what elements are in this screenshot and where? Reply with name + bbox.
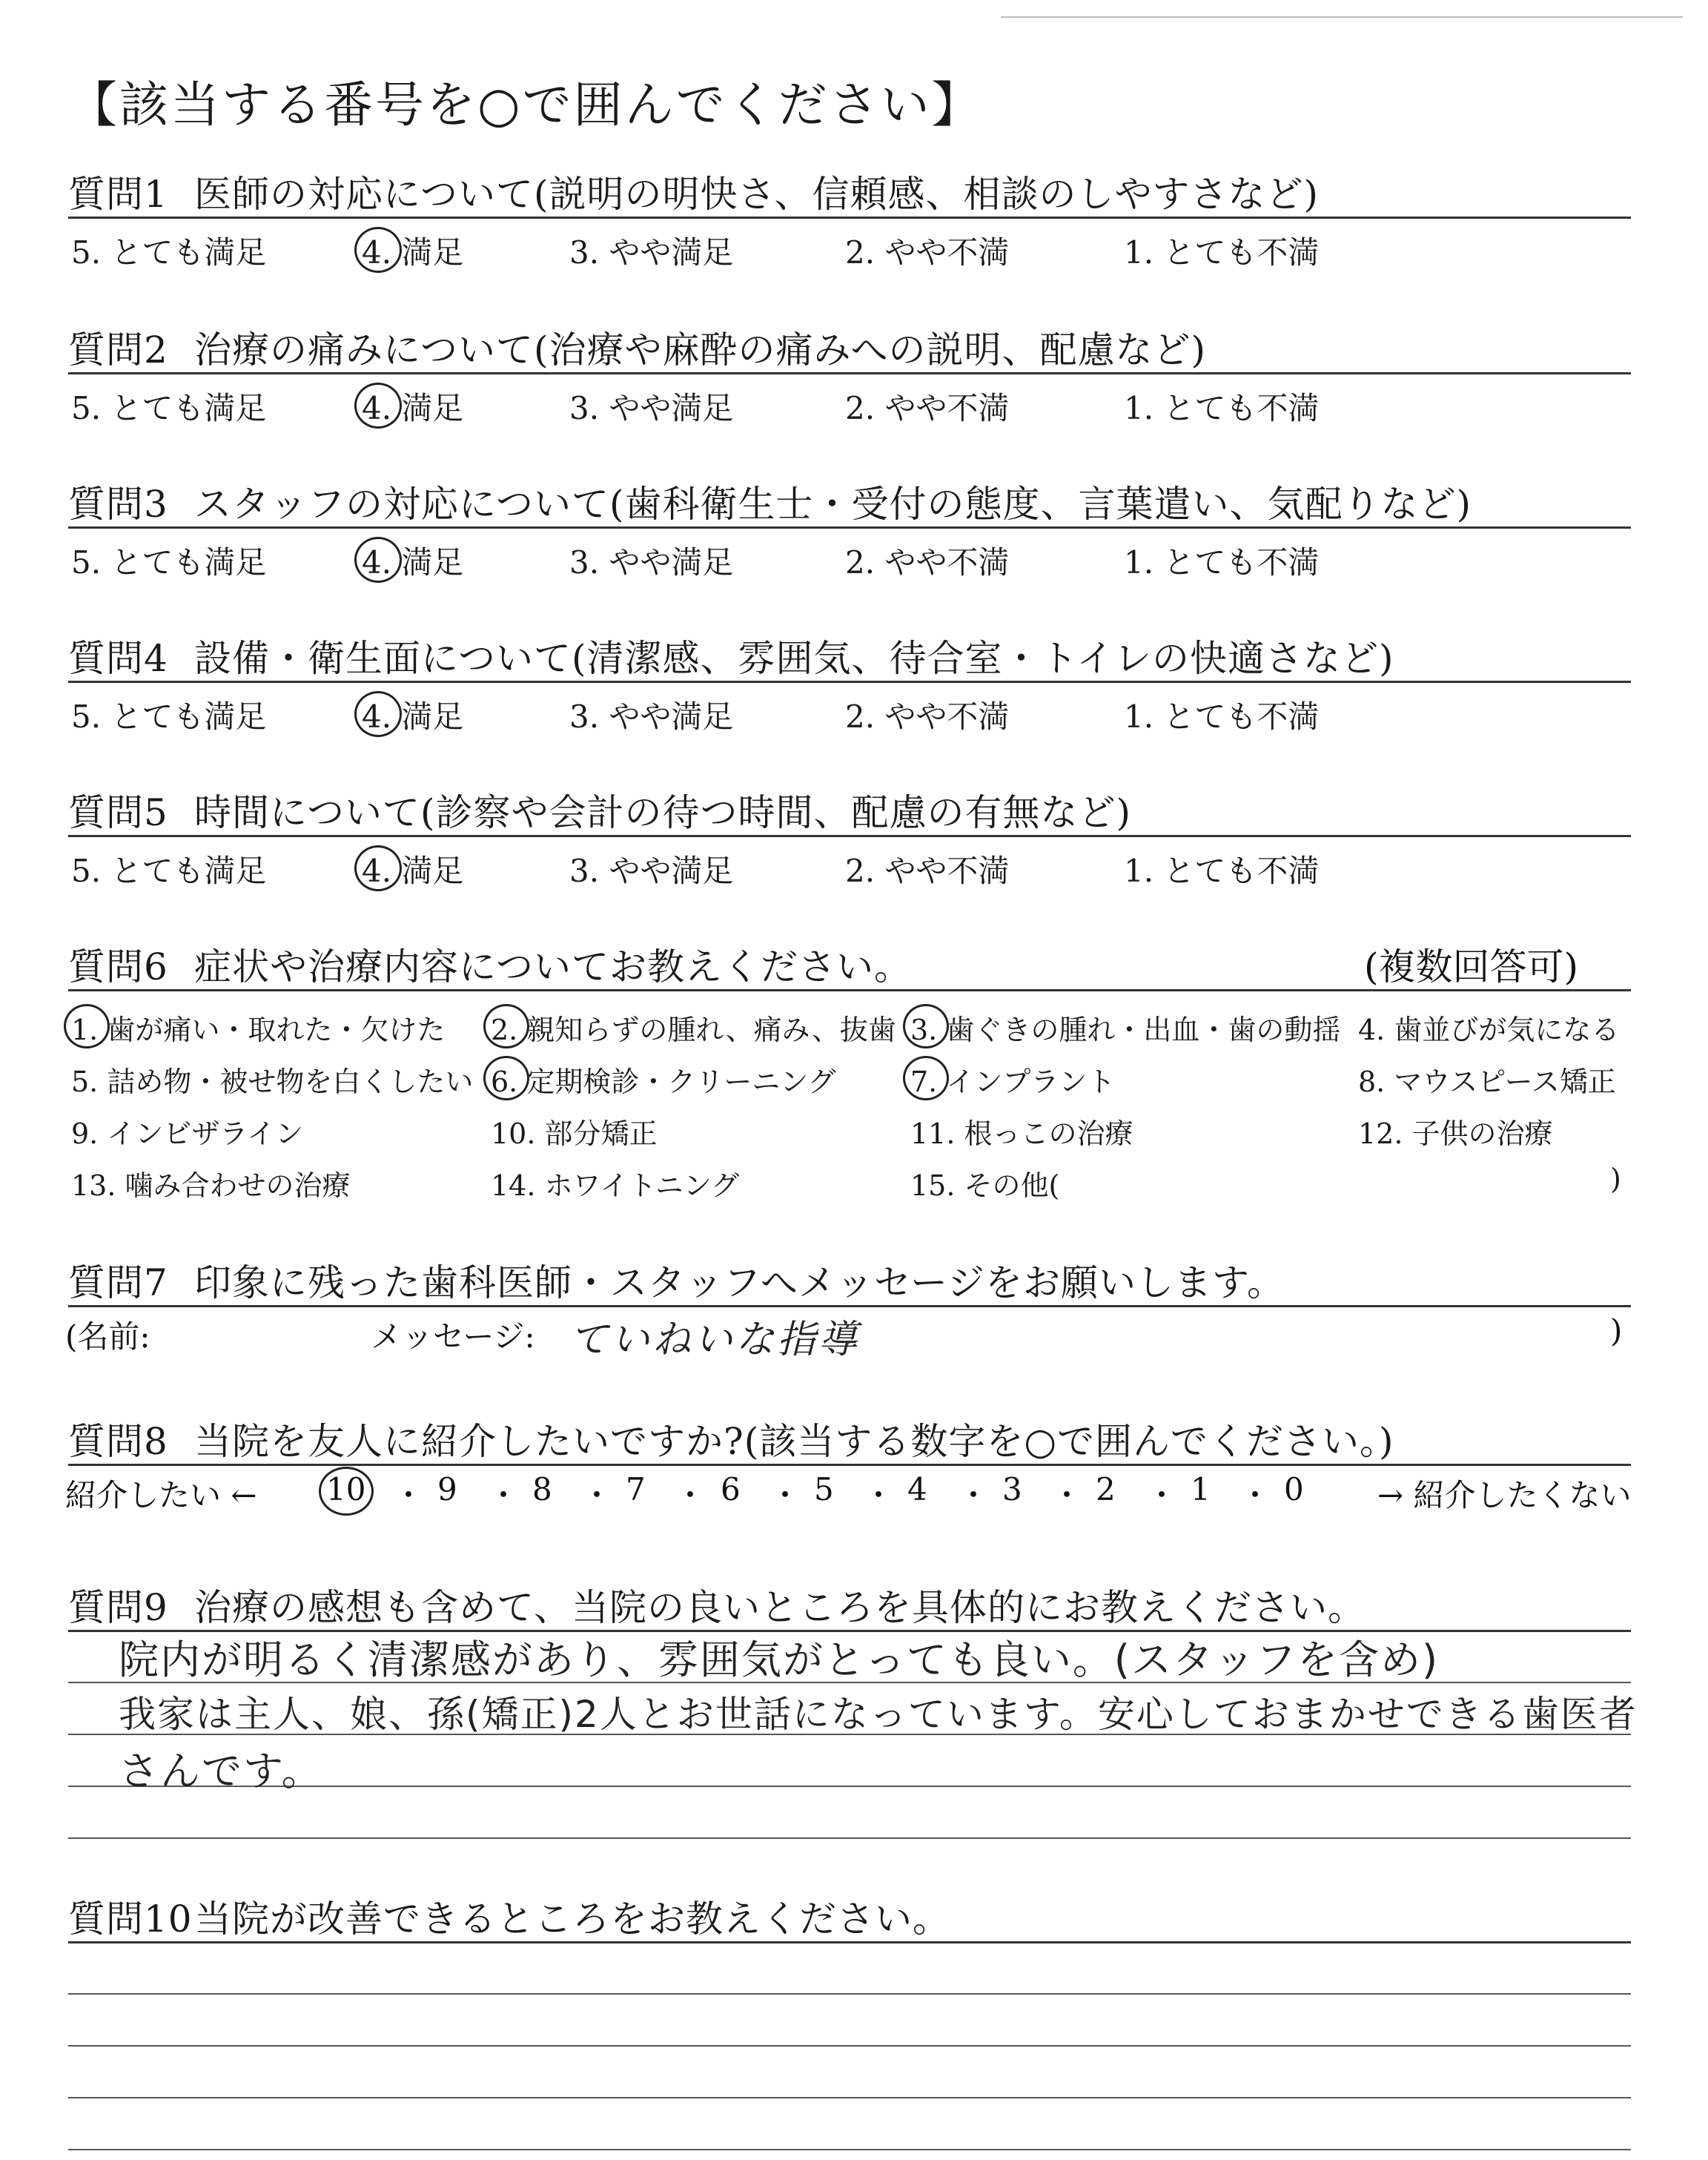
question-8: [68, 1412, 1394, 1465]
recommend-score-3[interactable]: 3: [1002, 1471, 1022, 1507]
scan-edge-line: [1001, 16, 1683, 18]
scale-separator-dot: ・: [1239, 1477, 1271, 1513]
scale-option-1[interactable]: 1. とても不満: [1124, 544, 1320, 581]
selected-circle-mark: [354, 845, 402, 891]
symptom-option-4[interactable]: 4. 歯並びが気になる: [1358, 1014, 1620, 1046]
scale-option-5[interactable]: 5. とても満足: [71, 234, 267, 271]
question-2-rule: [68, 372, 1631, 374]
scale-option-1[interactable]: 1. とても不満: [1124, 234, 1320, 271]
symptom-option-12[interactable]: 12. 子供の治療: [1358, 1117, 1553, 1150]
symptom-option-7[interactable]: 7. インプラント: [910, 1066, 1116, 1098]
scale-separator-dot: ・: [1146, 1477, 1178, 1513]
scale-option-4[interactable]: 4. 満足: [362, 698, 464, 735]
scale-separator-dot: ・: [1051, 1477, 1083, 1513]
recommend-score-10[interactable]: 10: [326, 1471, 366, 1507]
selected-circle-mark: [483, 1056, 529, 1100]
scale-option-1[interactable]: 1. とても不満: [1124, 698, 1320, 735]
scale-option-4[interactable]: 4. 満足: [362, 234, 464, 271]
question-5-rule: [68, 835, 1631, 837]
selected-circle-mark: [319, 1467, 374, 1516]
question-1-number: 質問1: [68, 173, 168, 216]
question-1: [68, 165, 1319, 218]
selected-circle-mark: [354, 691, 402, 737]
question-9-number: 質問9: [68, 1586, 168, 1629]
selected-circle-mark: [903, 1004, 949, 1048]
question-5-text: 時間について(診察や会計の待つ時間、配慮の有無など): [194, 791, 1132, 834]
message-label: メッセージ:: [371, 1318, 535, 1355]
selected-circle-mark: [354, 383, 402, 429]
message-handwritten-value[interactable]: ていねいな指導: [569, 1318, 861, 1362]
symptom-option-15[interactable]: 15. その他(: [910, 1169, 1060, 1202]
selected-circle-mark: [483, 1004, 529, 1048]
scale-option-4[interactable]: 4. 満足: [362, 853, 464, 889]
symptom-option-9[interactable]: 9. インビザライン: [71, 1117, 304, 1150]
scale-option-5[interactable]: 5. とても満足: [71, 853, 267, 889]
answer-line[interactable]: [68, 1993, 1631, 1995]
answer-line: [68, 1837, 1631, 1839]
scale-separator-dot: ・: [488, 1477, 520, 1513]
name-label: (名前:: [65, 1318, 150, 1355]
question-6-text: 症状や治療内容についてお教えください。: [194, 945, 912, 988]
question-10-rule: [68, 1941, 1631, 1943]
recommend-right-label: → 紹介したくない: [1377, 1477, 1632, 1513]
scale-separator-dot: ・: [863, 1477, 895, 1513]
answer-line[interactable]: [68, 2045, 1631, 2047]
scale-option-5[interactable]: 5. とても満足: [71, 544, 267, 581]
question-8-rule: [68, 1464, 1631, 1466]
symptom-option-6[interactable]: 6. 定期検診・クリーニング: [491, 1066, 836, 1098]
recommend-score-9[interactable]: 9: [437, 1471, 457, 1507]
recommend-left-label: 紹介したい ←: [65, 1477, 257, 1513]
symptom-option-11[interactable]: 11. 根っこの治療: [910, 1117, 1133, 1150]
question-3-text: スタッフの対応について(歯科衛生士・受付の態度、言葉遣い、気配りなど): [194, 483, 1472, 526]
answer-line[interactable]: [68, 2149, 1631, 2150]
recommend-score-8[interactable]: 8: [532, 1471, 552, 1507]
symptom-option-3[interactable]: 3. 歯ぐきの腫れ・出血・歯の動揺: [910, 1014, 1341, 1046]
scale-option-2[interactable]: 2. やや不満: [845, 698, 1010, 735]
form-header: 【該当する番号を○で囲んでください】: [68, 76, 983, 133]
answer-handwritten-line-3[interactable]: さんです。: [119, 1748, 323, 1794]
symptom-option-2[interactable]: 2. 親知らずの腫れ、痛み、抜歯: [491, 1014, 896, 1046]
question-6: [68, 937, 912, 991]
answer-line[interactable]: [68, 2097, 1631, 2098]
question-8-text: 当院を友人に紹介したいですか?(該当する数字を○で囲んでください。): [194, 1420, 1394, 1463]
question-1-rule: [68, 217, 1631, 219]
other-close-paren: ): [1610, 1163, 1621, 1195]
symptom-option-10[interactable]: 10. 部分矯正: [491, 1117, 658, 1150]
recommend-score-2[interactable]: 2: [1096, 1471, 1116, 1507]
scale-option-3[interactable]: 3. やや満足: [569, 544, 734, 581]
scale-option-2[interactable]: 2. やや不満: [845, 853, 1010, 889]
question-4: [68, 629, 1394, 682]
scale-option-3[interactable]: 3. やや満足: [569, 390, 734, 426]
answer-handwritten-line-1[interactable]: 院内が明るく清潔感があり、雰囲気がとっても良い。(スタッフを含め): [119, 1636, 1440, 1683]
recommend-score-7[interactable]: 7: [626, 1471, 646, 1507]
question-2-number: 質問2: [68, 328, 168, 371]
scale-separator-dot: ・: [769, 1477, 801, 1513]
question-5-number: 質問5: [68, 791, 168, 834]
question-1-text: 医師の対応について(説明の明快さ、信頼感、相談のしやすさなど): [194, 173, 1320, 216]
selected-circle-mark: [354, 537, 402, 583]
scale-option-5[interactable]: 5. とても満足: [71, 390, 267, 426]
selected-circle-mark: [64, 1004, 110, 1048]
recommend-score-1[interactable]: 1: [1191, 1471, 1211, 1507]
symptom-option-8[interactable]: 8. マウスピース矯正: [1358, 1066, 1616, 1098]
question-10: [68, 1889, 950, 1943]
question-4-rule: [68, 681, 1631, 683]
symptom-option-1[interactable]: 1. 歯が痛い・取れた・欠けた: [71, 1014, 446, 1046]
question-2: [68, 320, 1206, 374]
question-9: [68, 1578, 1366, 1631]
recommend-score-0[interactable]: 0: [1284, 1471, 1304, 1507]
recommend-score-4[interactable]: 4: [907, 1471, 927, 1507]
question-3: [68, 475, 1472, 528]
scale-option-1[interactable]: 1. とても不満: [1124, 853, 1320, 889]
question-3-rule: [68, 526, 1631, 529]
scale-option-4[interactable]: 4. 満足: [362, 390, 464, 426]
question-7: [68, 1253, 1285, 1307]
scale-separator-dot: ・: [675, 1477, 706, 1513]
scale-separator-dot: ・: [581, 1477, 613, 1513]
question-8-number: 質問8: [68, 1420, 168, 1463]
scale-option-3[interactable]: 3. やや満足: [569, 853, 734, 889]
question-7-rule: [68, 1305, 1631, 1307]
scale-option-2[interactable]: 2. やや不満: [845, 544, 1010, 581]
symptom-option-13[interactable]: 13. 噛み合わせの治療: [71, 1169, 351, 1202]
message-close-paren: ): [1610, 1312, 1623, 1349]
scale-option-3[interactable]: 3. やや満足: [569, 698, 734, 735]
answer-handwritten-line-2[interactable]: 我家は主人、娘、孫(矯正)2人とお世話になっています。安心しておまかせできる歯医者: [119, 1693, 1638, 1736]
question-4-number: 質問4: [68, 637, 168, 680]
selected-circle-mark: [354, 227, 402, 273]
question-3-number: 質問3: [68, 483, 168, 526]
scale-option-1[interactable]: 1. とても不満: [1124, 390, 1320, 426]
question-7-text: 印象に残った歯科医師・スタッフへメッセージをお願いします。: [194, 1261, 1285, 1304]
selected-circle-mark: [903, 1056, 949, 1100]
question-6-number: 質問6: [68, 945, 168, 988]
scale-option-4[interactable]: 4. 満足: [362, 544, 464, 581]
question-4-text: 設備・衛生面について(清潔感、雰囲気、待合室・トイレの快適さなど): [194, 637, 1394, 680]
question-5: [68, 783, 1131, 836]
recommend-score-5[interactable]: 5: [814, 1471, 834, 1507]
scale-option-5[interactable]: 5. とても満足: [71, 698, 267, 735]
question-6-note: (複数回答可): [1364, 945, 1579, 988]
question-9-text: 治療の感想も含めて、当院の良いところを具体的にお教えください。: [194, 1586, 1366, 1629]
question-10-text: 当院が改善できるところをお教えください。: [194, 1898, 950, 1941]
scale-separator-dot: ・: [958, 1477, 990, 1513]
recommend-score-6[interactable]: 6: [721, 1471, 741, 1507]
symptom-option-14[interactable]: 14. ホワイトニング: [491, 1169, 740, 1202]
scale-option-2[interactable]: 2. やや不満: [845, 390, 1010, 426]
scale-option-2[interactable]: 2. やや不満: [845, 234, 1010, 271]
question-2-text: 治療の痛みについて(治療や麻酔の痛みへの説明、配慮など): [194, 328, 1207, 371]
question-6-rule: [68, 989, 1631, 991]
scale-separator-dot: ・: [393, 1477, 425, 1513]
question-10-number: 質問10: [68, 1898, 193, 1941]
scale-option-3[interactable]: 3. やや満足: [569, 234, 734, 271]
question-7-number: 質問7: [68, 1261, 168, 1304]
symptom-option-5[interactable]: 5. 詰め物・被せ物を白くしたい: [71, 1066, 474, 1098]
